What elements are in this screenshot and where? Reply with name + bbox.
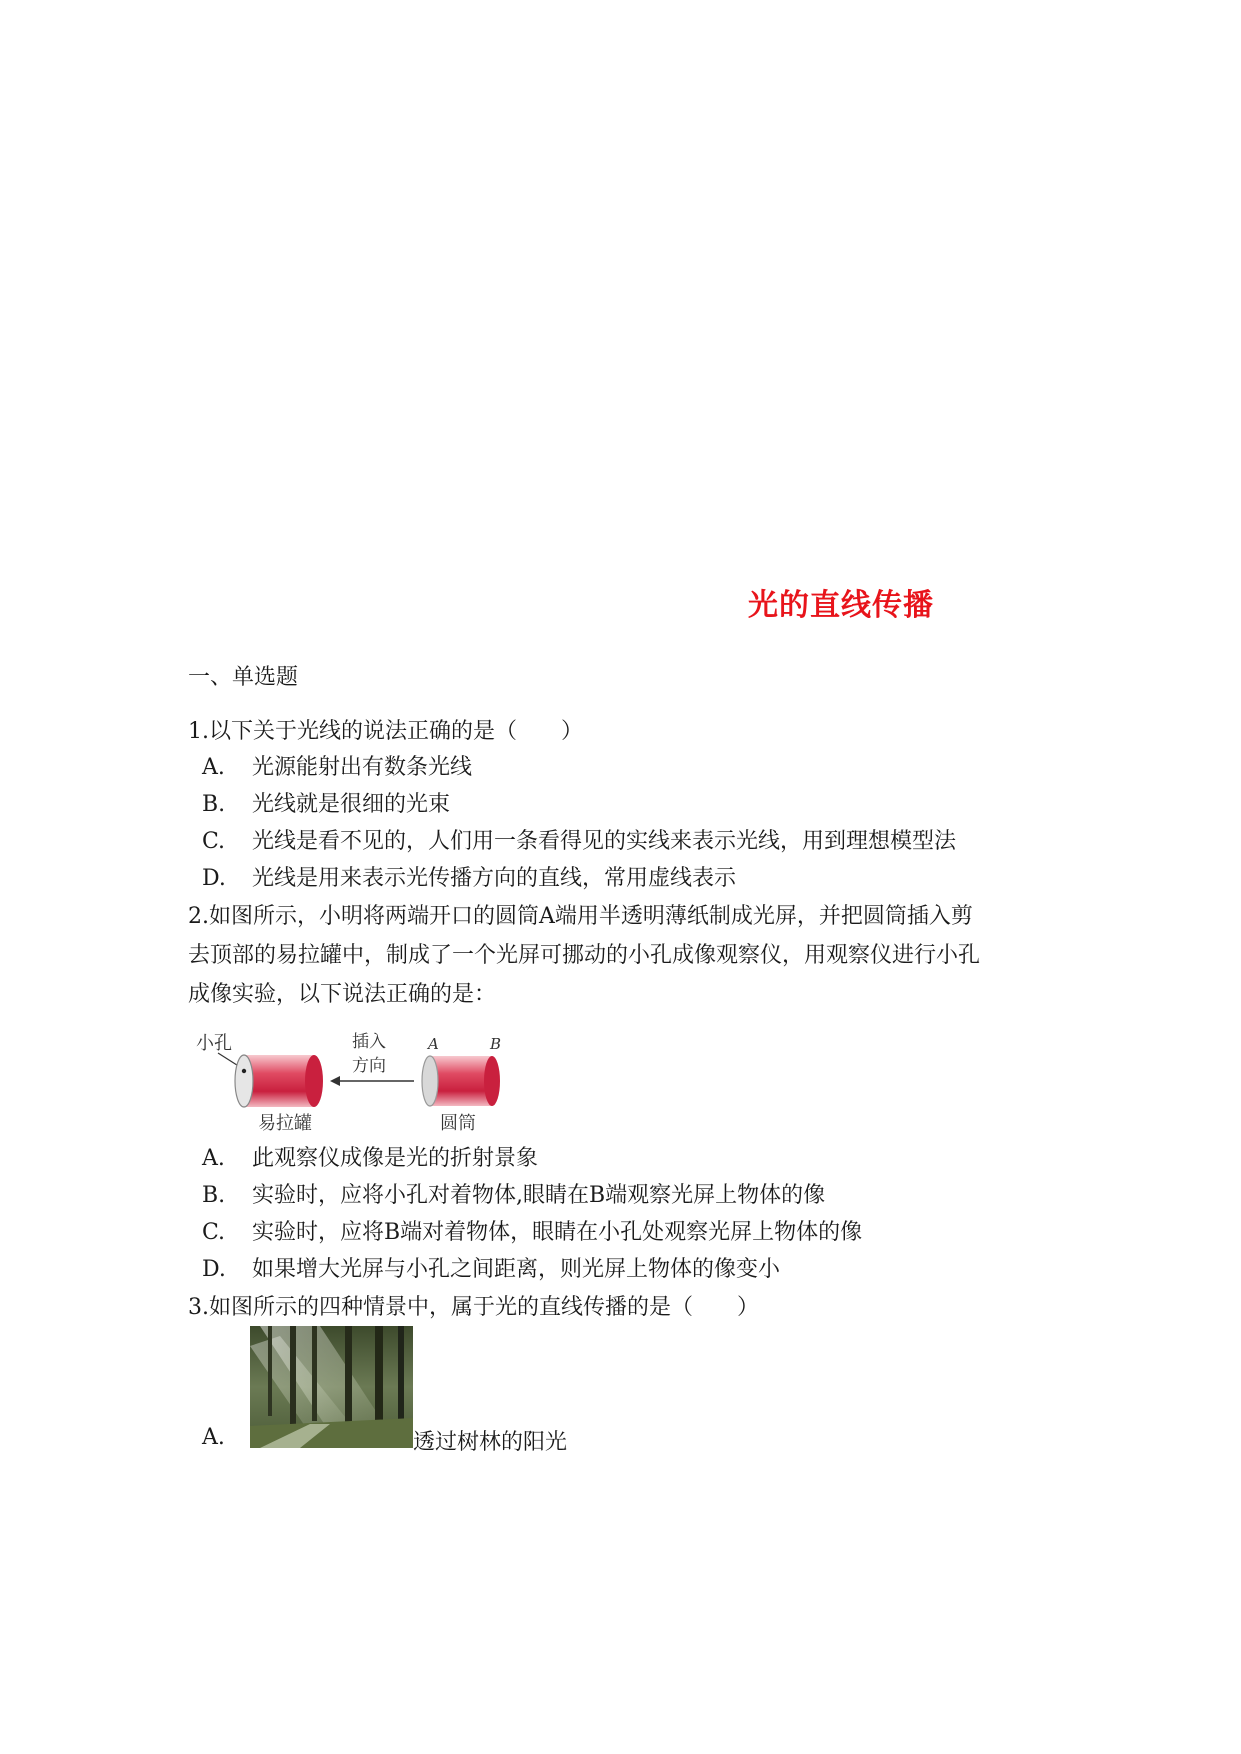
q3-option-a: [202, 1425, 568, 1455]
question-3-stem: 3.如图所示的四种情景中，属于光的直线传播的是（ ）: [188, 1295, 759, 1320]
q3-option-a-letter: A.: [202, 1425, 225, 1450]
insert-arrow: [330, 1076, 414, 1086]
q2-option-d: D. 如果增大光屏与小孔之间距离，则光屏上物体的像变小: [202, 1257, 781, 1282]
q2-option-b: B. 实验时，应将小孔对着物体,眼睛在B端观察光屏上物体的像: [202, 1183, 826, 1208]
end-b-label: B: [490, 1035, 502, 1053]
hole-label: 小孔: [196, 1033, 232, 1054]
question-1-stem: 1.以下关于光线的说法正确的是（ ）: [188, 719, 583, 744]
q2-option-a: A. 此观察仪成像是光的折射景象: [202, 1146, 539, 1171]
can-label: 易拉罐: [258, 1113, 312, 1134]
pinhole-camera-figure: [192, 1025, 517, 1135]
can-cylinder: [235, 1055, 323, 1107]
section-heading: 一、单选题: [188, 665, 299, 690]
end-a-label: A: [428, 1035, 439, 1053]
q1-option-b: B. 光线就是很细的光束: [202, 792, 451, 817]
q3-option-a-caption: 透过树林的阳光: [413, 1430, 568, 1455]
pinhole-dot: [242, 1069, 246, 1073]
question-2-stem-line-2: 去顶部的易拉罐中，制成了一个光屏可挪动的小孔成像观察仪，用观察仪进行小孔: [188, 943, 981, 968]
page-title: 光的直线传播: [748, 588, 934, 623]
question-2-stem-line-3: 成像实验，以下说法正确的是：: [188, 982, 497, 1007]
forest-sunlight-photo: [250, 1326, 413, 1448]
q2-option-c: C. 实验时，应将B端对着物体，眼睛在小孔处观察光屏上物体的像: [202, 1220, 863, 1245]
q1-option-a: A. 光源能射出有数条光线: [202, 755, 473, 780]
tube-cylinder: [422, 1056, 500, 1106]
q1-option-d: D. 光线是用来表示光传播方向的直线，常用虚线表示: [202, 866, 737, 891]
tube-label: 圆筒: [440, 1113, 476, 1134]
q1-option-c: C. 光线是看不见的，人们用一条看得见的实线来表示光线，用到理想模型法: [202, 829, 957, 854]
question-2-stem-line-1: 2.如图所示，小明将两端开口的圆筒A端用半透明薄纸制成光屏，并把圆筒插入剪: [188, 904, 973, 929]
insert-label-1: 插入: [352, 1032, 386, 1052]
insert-label-2: 方向: [352, 1056, 386, 1076]
